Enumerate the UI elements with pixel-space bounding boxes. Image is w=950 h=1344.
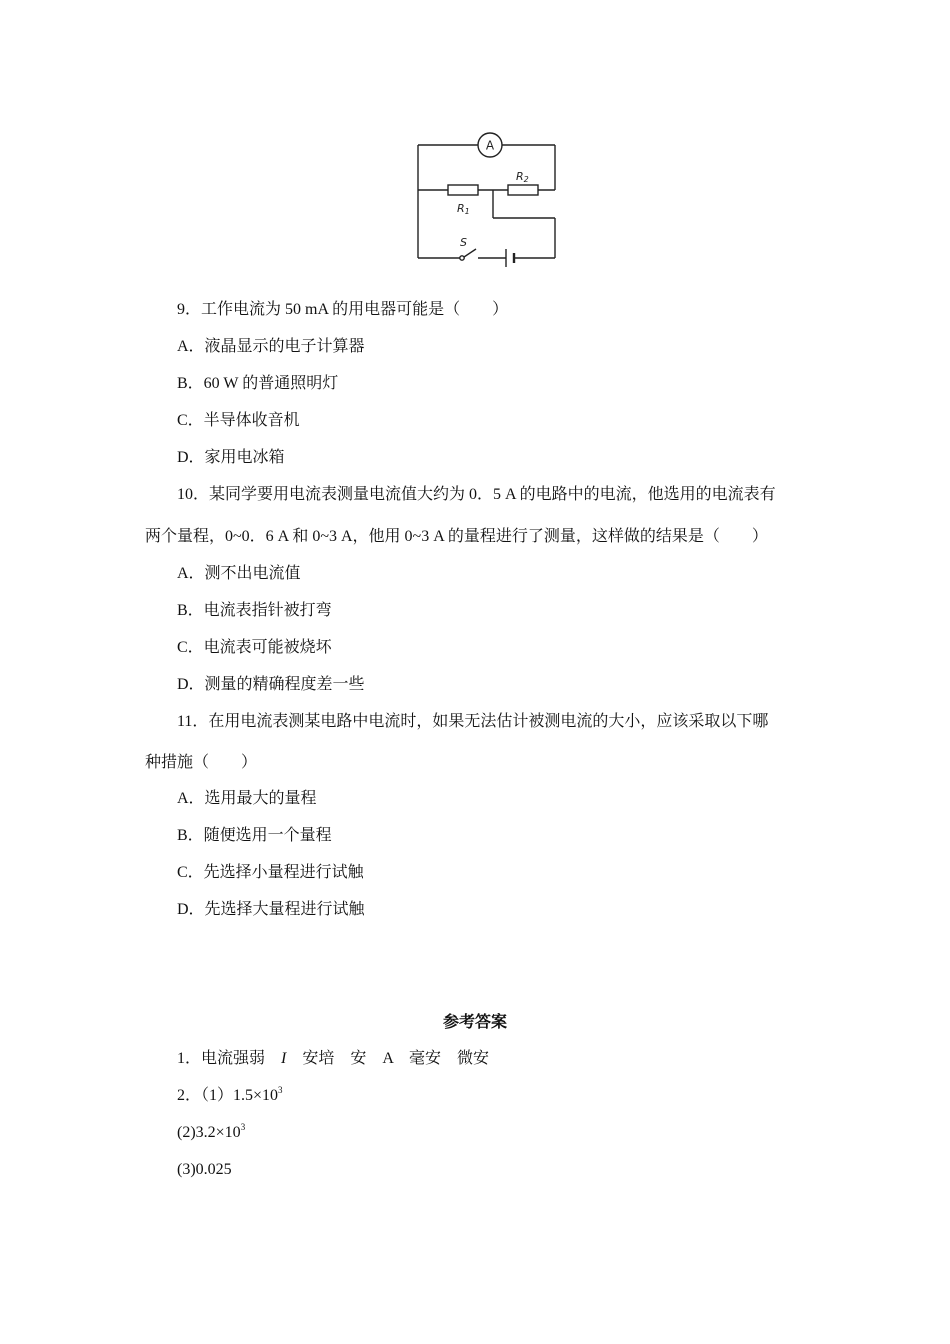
- answers-title: 参考答案: [442, 1014, 507, 1031]
- q10-stem-line2: 两个量程，0~0．6 A 和 0~3 A，他用 0~3 A 的量程进行了测量，这样做的结果是（ ）: [145, 528, 768, 545]
- circuit-diagram: [410, 130, 570, 270]
- q11-option-c: C．先选择小量程进行试触: [177, 864, 364, 881]
- r2-label: R2: [516, 170, 529, 184]
- q11-stem-line1: 11．在用电流表测某电路中电流时，如果无法估计被测电流的大小，应该采取以下哪: [177, 713, 769, 730]
- q10-option-a: A．测不出电流值: [177, 565, 301, 582]
- q10-option-c: C．电流表可能被烧坏: [177, 639, 332, 656]
- switch-label: S: [460, 236, 467, 249]
- q9-option-d: D．家用电冰箱: [177, 449, 285, 466]
- q10-option-d: D．测量的精确程度差一些: [177, 676, 365, 693]
- answer-2-2: $(2)3.2\times 10^3$: [177, 1122, 246, 1141]
- answer-2-3: (3)0.025: [177, 1161, 232, 1178]
- q10-option-b: B．电流表指针被打弯: [177, 602, 332, 619]
- q10-stem-line1: 10．某同学要用电流表测量电流值大约为 0．5 A 的电路中的电流，他选用的电流表有: [177, 486, 776, 503]
- q9-option-b: B．60 W 的普通照明灯: [177, 375, 339, 392]
- q11-stem-line2: 种措施（ ）: [145, 754, 258, 771]
- switch-pivot: [460, 256, 464, 260]
- q11-option-d: D．先选择大量程进行试触: [177, 901, 365, 918]
- q9-option-c: C．半导体收音机: [177, 412, 300, 429]
- q9-option-a: A．液晶显示的电子计算器: [177, 338, 365, 355]
- q11-option-b: B．随便选用一个量程: [177, 827, 332, 844]
- q11-option-a: A．选用最大的量程: [177, 790, 317, 807]
- r1-label: R1: [457, 202, 470, 216]
- switch-blade: [464, 249, 476, 257]
- answer-1: 1．电流强弱 I 安培 安 A 毫安 微安: [177, 1050, 490, 1067]
- answer-2-1: 2．$(1)1.5\times 10^3$: [177, 1085, 283, 1104]
- r2-resistor: [508, 185, 538, 195]
- ammeter-label: A: [485, 138, 495, 153]
- q9-stem: 9．工作电流为 50 mA 的用电器可能是（ ）: [177, 301, 509, 318]
- r1-resistor: [448, 185, 478, 195]
